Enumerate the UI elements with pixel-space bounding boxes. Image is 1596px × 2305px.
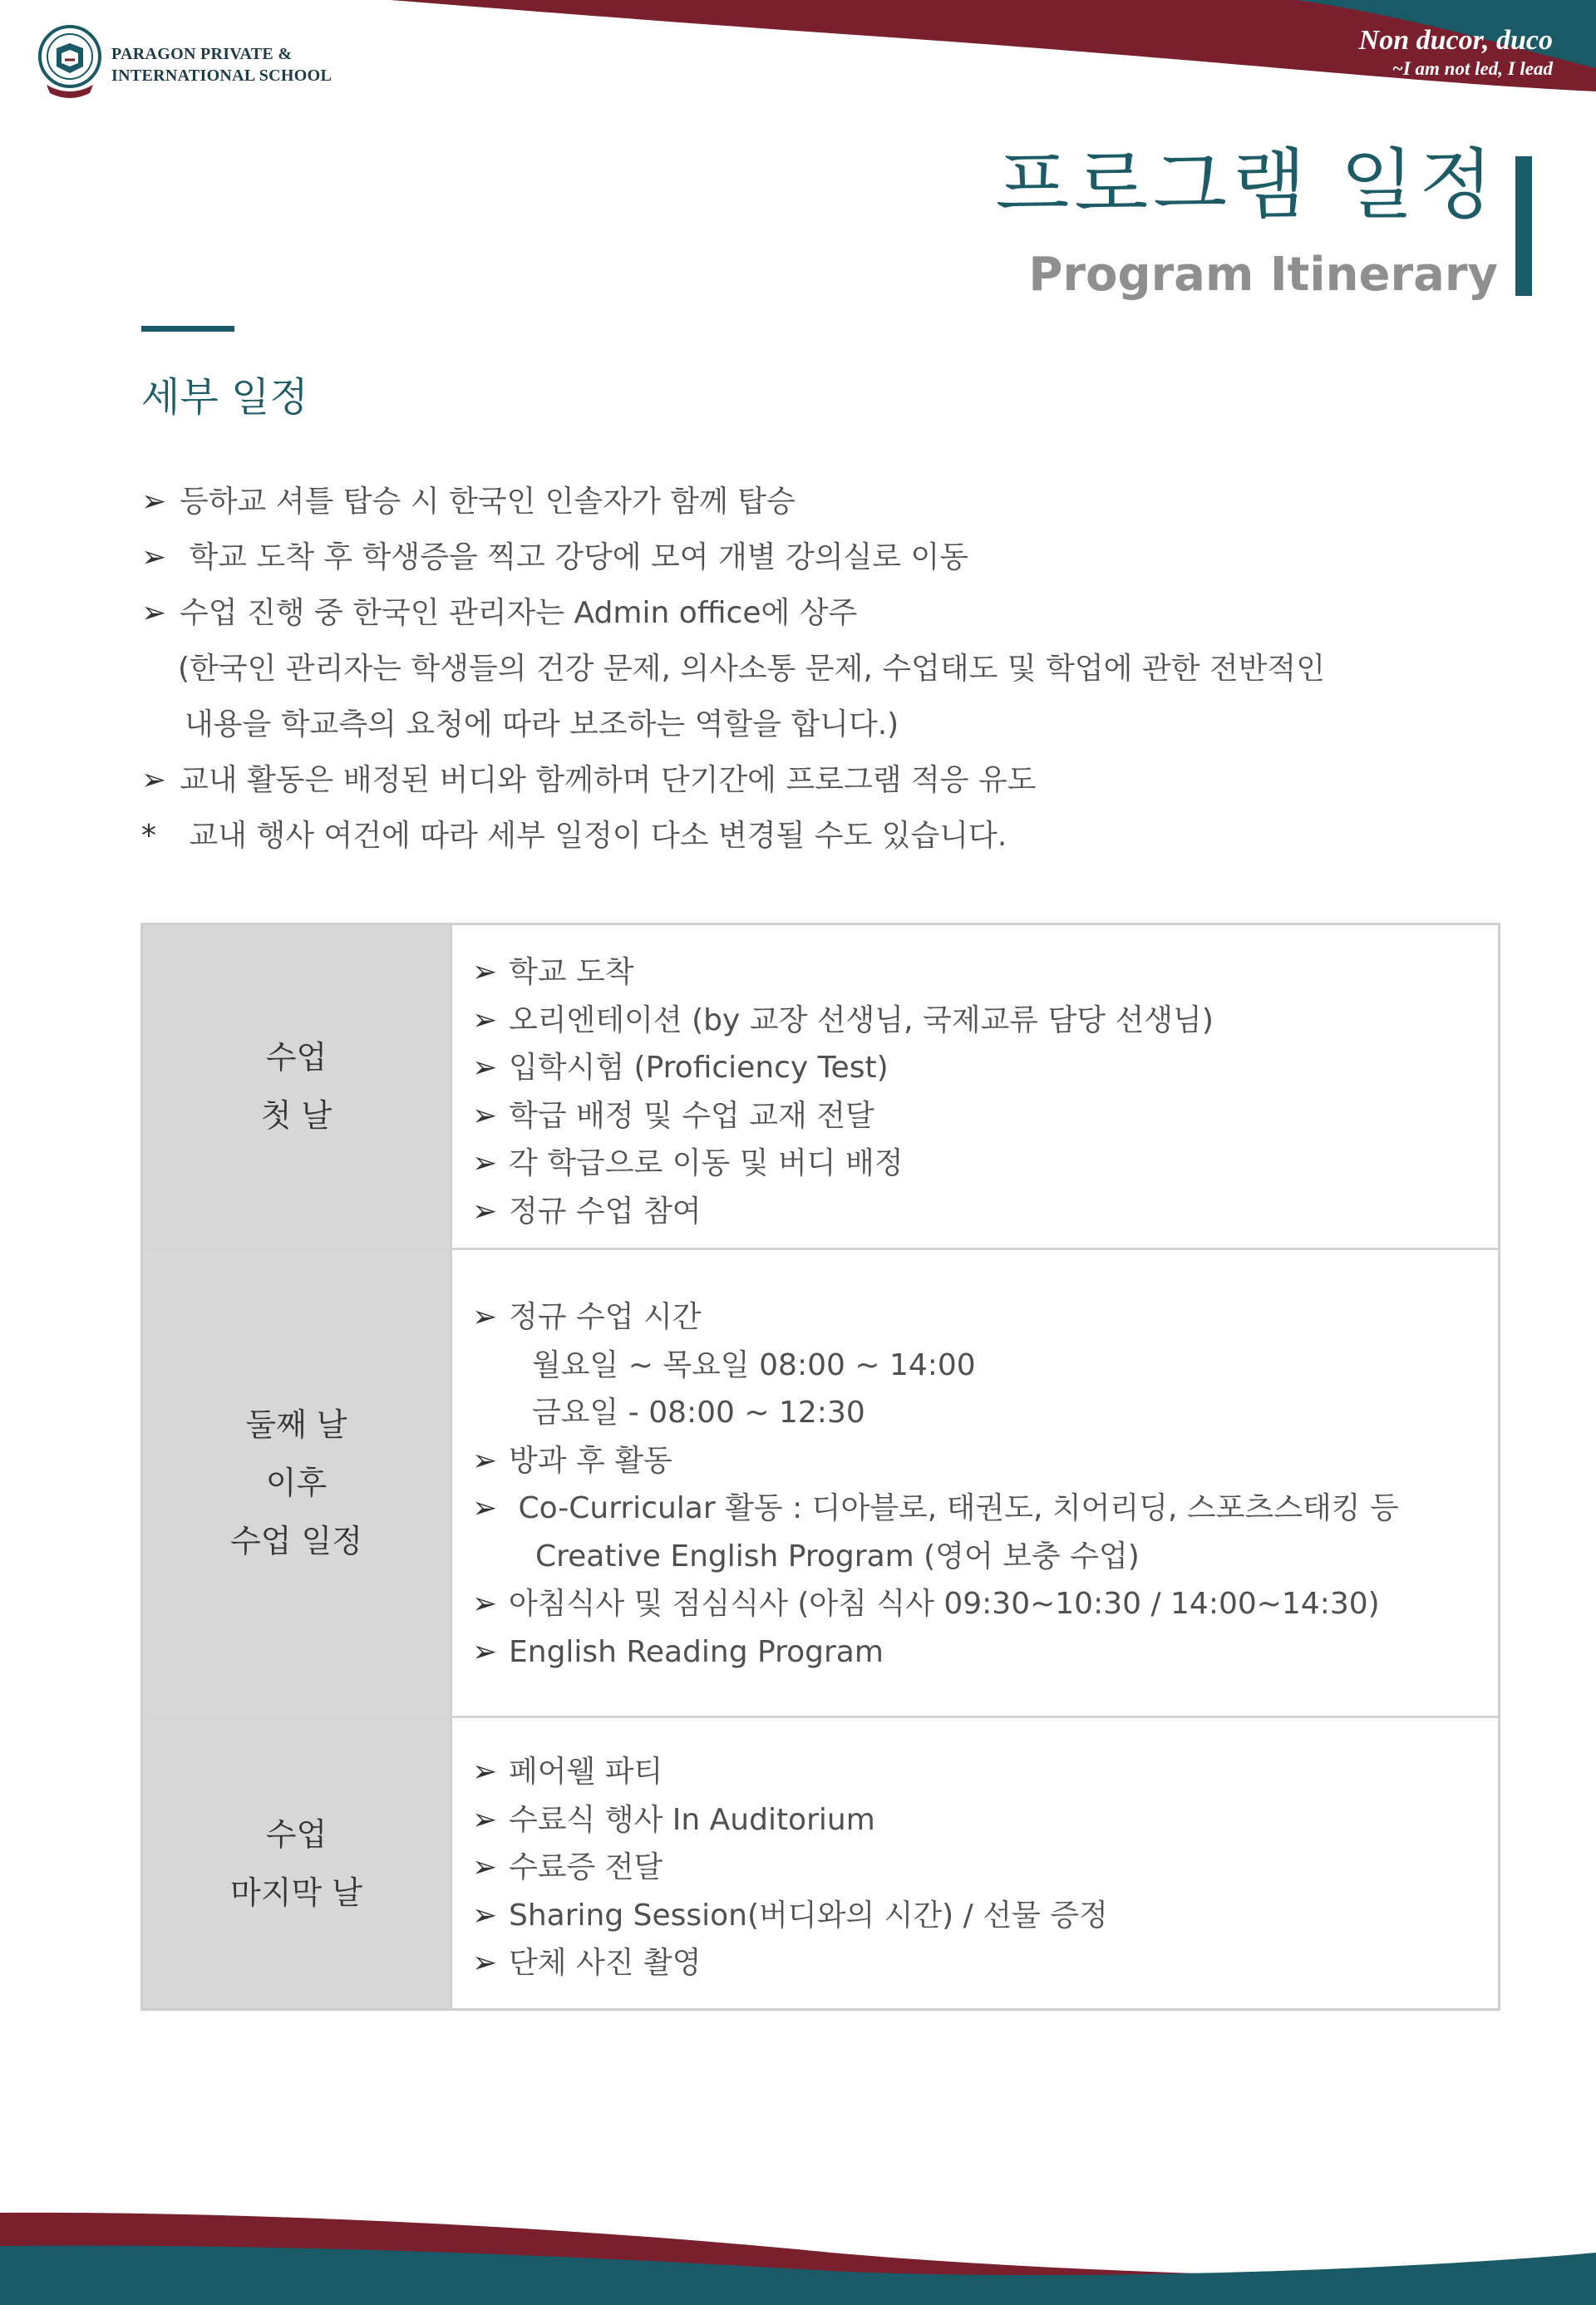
- arrow-bullet-icon: ➢: [472, 1491, 498, 1525]
- footer-band: [0, 2194, 1596, 2305]
- asterisk-icon: *: [141, 819, 156, 853]
- schedule-table: [140, 923, 1500, 2011]
- detail-bullet-list: [141, 474, 1471, 864]
- list-item: ➢ 수료식 행사 In Auditorium: [452, 1796, 1498, 1844]
- arrow-bullet-icon: ➢: [472, 1634, 498, 1669]
- schedule-row-first-day: [143, 925, 1498, 1250]
- bullet-continuation: 내용을 학교측의 요청에 따라 보조하는 역할을 합니다.): [185, 707, 899, 741]
- arrow-bullet-icon: ➢: [472, 1146, 498, 1180]
- school-crest-icon: [37, 23, 103, 103]
- schedule-row-last-day: [143, 1718, 1498, 2008]
- arrow-bullet-icon: ➢: [141, 596, 167, 630]
- list-item: ➢ 오리엔테이션 (by 교장 선생님, 국제교류 담당 선생님): [452, 997, 1498, 1045]
- school-name: [111, 43, 332, 86]
- arrow-bullet-icon: ➢: [472, 1194, 498, 1229]
- row-content: [452, 1250, 1498, 1716]
- section-accent-line: [141, 326, 234, 332]
- page-title-korean: 프로그램 일정: [995, 140, 1498, 229]
- arrow-bullet-icon: ➢: [472, 1443, 498, 1478]
- page-title-english: Program Itinerary: [1028, 248, 1498, 302]
- list-item: ➢ 방과 후 활동: [452, 1437, 1498, 1485]
- row-content: [452, 1718, 1498, 2008]
- title-accent-bar: [1515, 156, 1532, 296]
- arrow-bullet-icon: ➢: [472, 1802, 498, 1837]
- section-title: 세부 일정: [141, 374, 308, 421]
- list-item: ➢ Co-Curricular 활동 : 디아블로, 태권도, 치어리딩, 스포츠스태킹 등: [452, 1485, 1498, 1533]
- list-item: ➢ 입학시험 (Proficiency Test): [452, 1044, 1498, 1092]
- row-content: [452, 925, 1498, 1248]
- arrow-bullet-icon: ➢: [472, 955, 498, 989]
- list-item: ➢ 정규 수업 시간: [452, 1293, 1498, 1342]
- list-item: ➢ 페어웰 파티: [452, 1748, 1498, 1796]
- list-subitem: 금요일 - 08:00 ~ 12:30: [532, 1396, 865, 1430]
- arrow-bullet-icon: ➢: [141, 485, 167, 519]
- list-item: ➢ 학교 도착: [452, 948, 1498, 997]
- list-subitem: Creative English Program (영어 보충 수업): [535, 1539, 1140, 1574]
- arrow-bullet-icon: ➢: [472, 1755, 498, 1789]
- list-item: ➢ 단체 사진 촬영: [452, 1939, 1498, 1987]
- bullet-continuation: (한국인 관리자는 학생들의 건강 문제, 의사소통 문제, 수업태도 및 학업에 관한 전반적인: [178, 652, 1325, 686]
- list-item: ➢ Sharing Session(버디와의 시간) / 선물 증정: [452, 1892, 1498, 1940]
- school-motto: [1359, 23, 1553, 80]
- motto-line1: Non ducor, duco: [1358, 25, 1553, 56]
- arrow-bullet-icon: ➢: [472, 1587, 498, 1621]
- arrow-bullet-icon: ➢: [472, 1002, 498, 1037]
- list-item: ➢ English Reading Program: [452, 1628, 1498, 1677]
- bullet-item: ➢ 학교 도착 후 학생증을 찍고 강당에 모여 개별 강의실로 이동: [141, 529, 1471, 585]
- arrow-bullet-icon: ➢: [472, 1051, 498, 1085]
- schedule-row-after-second-day: [143, 1250, 1498, 1718]
- note-item: * 교내 행사 여건에 따라 세부 일정이 다소 변경될 수도 있습니다.: [141, 808, 1471, 864]
- arrow-bullet-icon: ➢: [472, 1946, 498, 1980]
- arrow-bullet-icon: ➢: [472, 1300, 498, 1334]
- bullet-item: ➢ 등하교 셔틀 탑승 시 한국인 인솔자가 함께 탑승: [141, 474, 1471, 529]
- motto-line2: ~I am not led, I lead: [1392, 58, 1553, 79]
- bullet-item: ➢ 교내 활동은 배정된 버디와 함께하며 단기간에 프로그램 적응 유도: [141, 752, 1471, 808]
- bullet-item: ➢ 수업 진행 중 한국인 관리자는 Admin office에 상주: [141, 585, 1471, 641]
- list-item: ➢ 아침식사 및 점심식사 (아침 식사 09:30~10:30 / 14:00~14:30): [452, 1580, 1498, 1628]
- arrow-bullet-icon: ➢: [472, 1098, 498, 1133]
- arrow-bullet-icon: ➢: [141, 540, 167, 574]
- list-item: ➢ 수료증 전달: [452, 1844, 1498, 1892]
- arrow-bullet-icon: ➢: [472, 1898, 498, 1933]
- list-subitem: 월요일 ~ 목요일 08:00 ~ 14:00: [532, 1347, 976, 1382]
- list-item: ➢ 학급 배정 및 수업 교재 전달: [452, 1092, 1498, 1140]
- list-item: ➢ 각 학급으로 이동 및 버디 배정: [452, 1140, 1498, 1188]
- arrow-bullet-icon: ➢: [472, 1850, 498, 1884]
- list-item: ➢ 정규 수업 참여: [452, 1188, 1498, 1236]
- school-name-line2: INTERNATIONAL SCHOOL: [111, 66, 332, 85]
- arrow-bullet-icon: ➢: [141, 763, 167, 797]
- row-heading: 둘째 날 이후 수업 일정: [143, 1250, 452, 1716]
- school-name-line1: PARAGON PRIVATE &: [111, 45, 293, 63]
- row-heading: 수업 마지막 날: [143, 1718, 452, 2008]
- row-heading: 수업 첫 날: [143, 925, 452, 1248]
